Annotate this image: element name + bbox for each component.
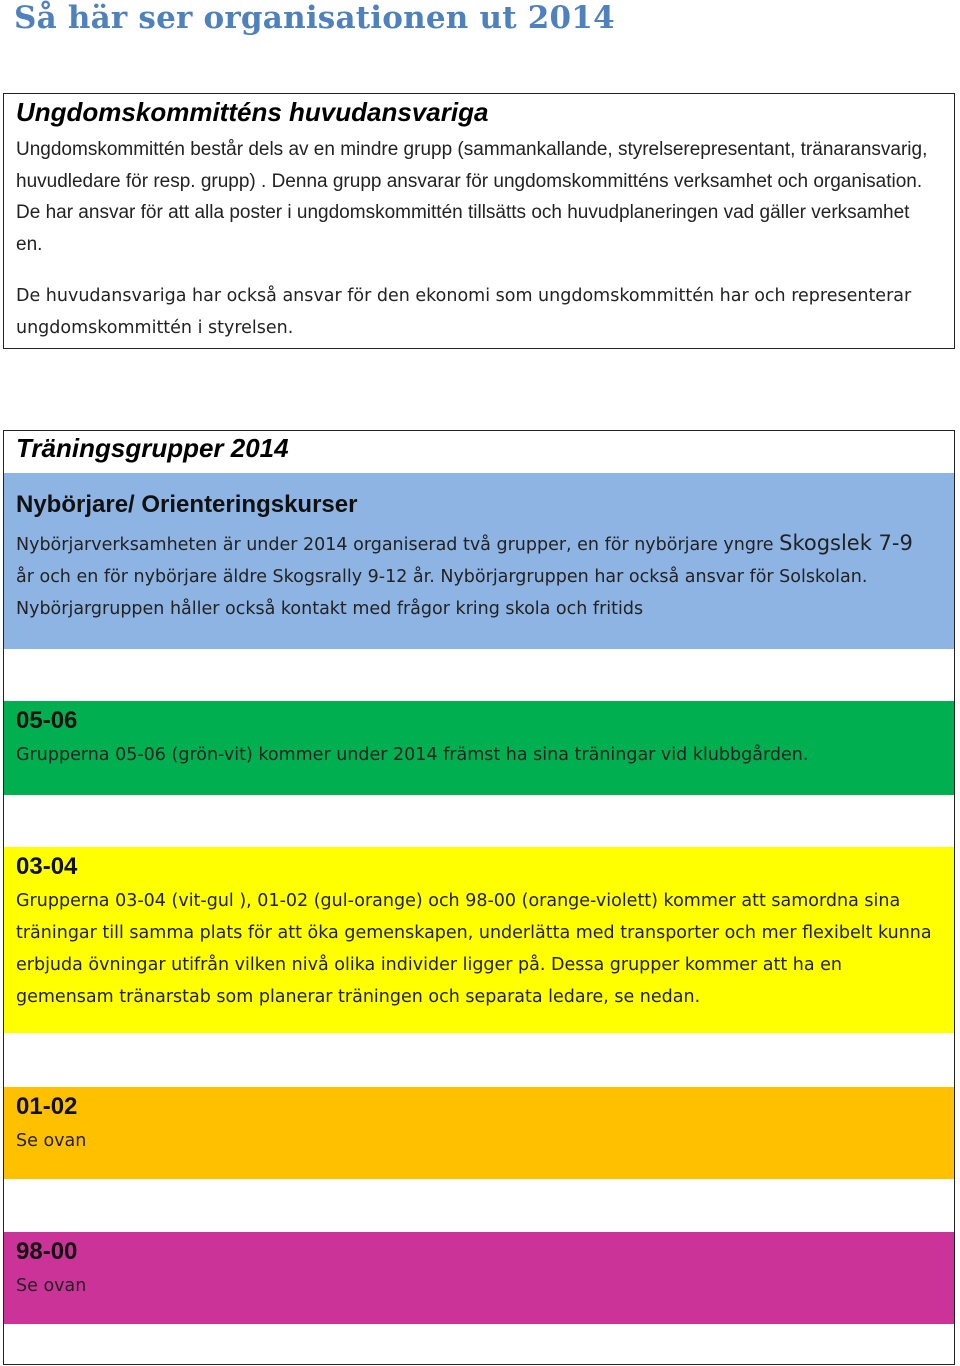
group-title-beginners: Nybörjare/ Orienteringskurser bbox=[16, 491, 358, 518]
group-band-03-04 bbox=[4, 847, 954, 1033]
group-text-01-02: Se ovan bbox=[16, 1131, 87, 1151]
leadership-paragraph-1: Ungdomskommittén består dels av en mindre grupp (sammankallande, styrelserepresentant, tränaransvarig, huvudledare för resp. grupp) . Denna grupp ansvarar för ungdomskommitténs verksamhet och organisation. De har ansvar för att alla poster i ungdomskommittén tillsätts och huvudplaneringen vad gäller verksamhet en. bbox=[16, 139, 928, 255]
group-text-03-04: Grupperna 03-04 (vit-gul ), 01-02 (gul-orange) och 98-00 (orange-violett) kommer att samordna sina träningar till samma plats för att öka gemenskapen, underlätta med transporter och mer flexibelt kunna erbjuda övningar utifrån vilken nivå olika individer ligger på. Dessa grupper kommer att ha en gemensam tränarstab som planerar träningen och separata ledare, se nedan. bbox=[16, 891, 932, 1007]
group-title-03-04: 03-04 bbox=[16, 853, 78, 880]
group-band-98-00 bbox=[4, 1232, 954, 1324]
group-text-98-00: Se ovan bbox=[16, 1276, 87, 1296]
group-text-05-06: Grupperna 05-06 (grön-vit) kommer under 2014 främst ha sina träningar vid klubbgården. bbox=[16, 745, 809, 765]
group-title-05-06: 05-06 bbox=[16, 707, 78, 734]
group-text-beginners: Nybörjarverksamheten är under 2014 organiserad två grupper, en för nybörjare yngre Skogslek 7-9 år och en för nybörjare äldre Skogsrally 9-12 år. Nybörjargruppen har också ansvar för Solskolan. Nybörjargruppen håller också kontakt med frågor kring skola och fritids bbox=[16, 531, 913, 619]
leadership-paragraph-2: De huvudansvariga har också ansvar för den ekonomi som ungdomskommittén har och representerar ungdomskommittén i styrelsen. bbox=[16, 286, 912, 338]
group-title-01-02: 01-02 bbox=[16, 1093, 78, 1120]
group-band-05-06 bbox=[4, 701, 954, 795]
group-band-beginners bbox=[4, 473, 954, 649]
training-box bbox=[3, 430, 955, 1365]
leadership-box bbox=[3, 93, 955, 349]
training-heading: Träningsgrupper 2014 bbox=[16, 433, 289, 463]
group-title-98-00: 98-00 bbox=[16, 1238, 78, 1265]
leadership-heading: Ungdomskommitténs huvudansvariga bbox=[16, 97, 489, 127]
page-title: Så här ser organisationen ut 2014 bbox=[14, 0, 615, 36]
group-band-01-02 bbox=[4, 1087, 954, 1179]
